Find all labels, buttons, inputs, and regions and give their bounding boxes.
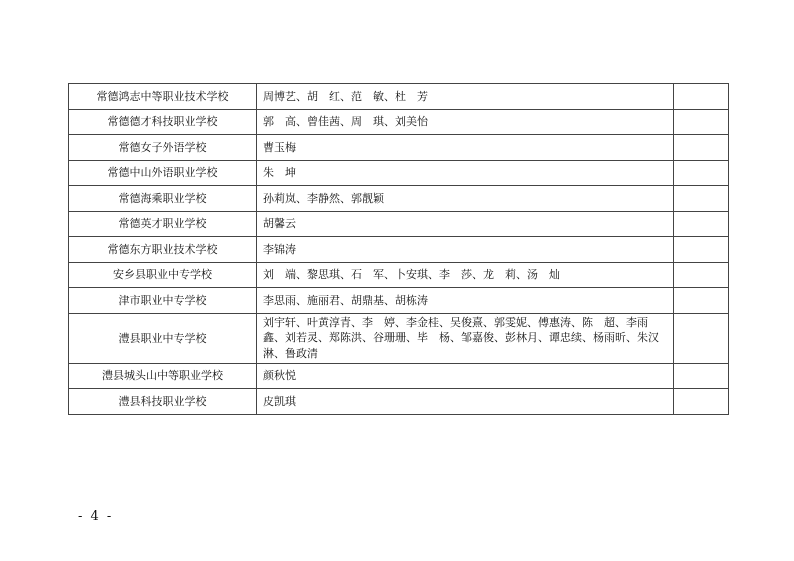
blank-cell	[674, 109, 729, 135]
student-names-cell: 孙莉岚、李静然、郭靓颖	[257, 186, 674, 212]
student-names-cell: 胡馨云	[257, 211, 674, 237]
blank-cell	[674, 363, 729, 389]
table-row	[69, 262, 729, 288]
table-row	[69, 186, 729, 212]
student-names-cell: 曹玉梅	[257, 135, 674, 161]
school-name-cell: 常德鸿志中等职业技术学校	[69, 84, 257, 110]
school-name-cell: 安乡县职业中专学校	[69, 262, 257, 288]
table-row	[69, 135, 729, 161]
student-names-cell: 朱 坤	[257, 160, 674, 186]
table-row	[69, 211, 729, 237]
student-names-cell: 颜秋悦	[257, 363, 674, 389]
school-name-cell: 常德女子外语学校	[69, 135, 257, 161]
student-names-cell: 刘 端、黎思琪、石 军、卜安琪、李 莎、龙 莉、汤 灿	[257, 262, 674, 288]
table-row	[69, 160, 729, 186]
student-names-cell: 李思雨、施丽君、胡鼎基、胡栋涛	[257, 288, 674, 314]
school-name-cell: 常德德才科技职业学校	[69, 109, 257, 135]
blank-cell	[674, 313, 729, 363]
table-row	[69, 84, 729, 110]
table-row	[69, 363, 729, 389]
blank-cell	[674, 186, 729, 212]
roster-body	[69, 84, 729, 415]
table-row	[69, 389, 729, 415]
blank-cell	[674, 288, 729, 314]
table-row	[69, 109, 729, 135]
blank-cell	[674, 237, 729, 263]
blank-cell	[674, 211, 729, 237]
award-roster-table	[68, 83, 729, 415]
school-name-cell: 澧县城头山中等职业学校	[69, 363, 257, 389]
page-number: - 4 -	[78, 509, 114, 524]
student-names-cell: 李锦涛	[257, 237, 674, 263]
table-row	[69, 288, 729, 314]
school-name-cell: 常德英才职业学校	[69, 211, 257, 237]
blank-cell	[674, 135, 729, 161]
school-name-cell: 澧县科技职业学校	[69, 389, 257, 415]
blank-cell	[674, 160, 729, 186]
student-names-cell: 皮凯琪	[257, 389, 674, 415]
blank-cell	[674, 84, 729, 110]
blank-cell	[674, 389, 729, 415]
table-row	[69, 313, 729, 363]
table-row	[69, 237, 729, 263]
student-names-cell: 郭 高、曾佳茜、周 琪、刘美怡	[257, 109, 674, 135]
school-name-cell: 常德海乘职业学校	[69, 186, 257, 212]
school-name-cell: 澧县职业中专学校	[69, 313, 257, 363]
school-name-cell: 常德中山外语职业学校	[69, 160, 257, 186]
school-name-cell: 常德东方职业技术学校	[69, 237, 257, 263]
blank-cell	[674, 262, 729, 288]
student-names-cell: 周博艺、胡 红、范 敏、杜 芳	[257, 84, 674, 110]
school-name-cell: 津市职业中专学校	[69, 288, 257, 314]
student-names-cell: 刘宇轩、叶黄淳青、李 婷、李金桂、吴俊熹、郭雯妮、傅惠涛、陈 超、李雨鑫、刘若灵、郑陈洪、谷珊珊、毕 杨、邹嘉俊、彭林月、谭忠续、杨雨昕、朱汉淋、鲁政清	[257, 313, 674, 363]
